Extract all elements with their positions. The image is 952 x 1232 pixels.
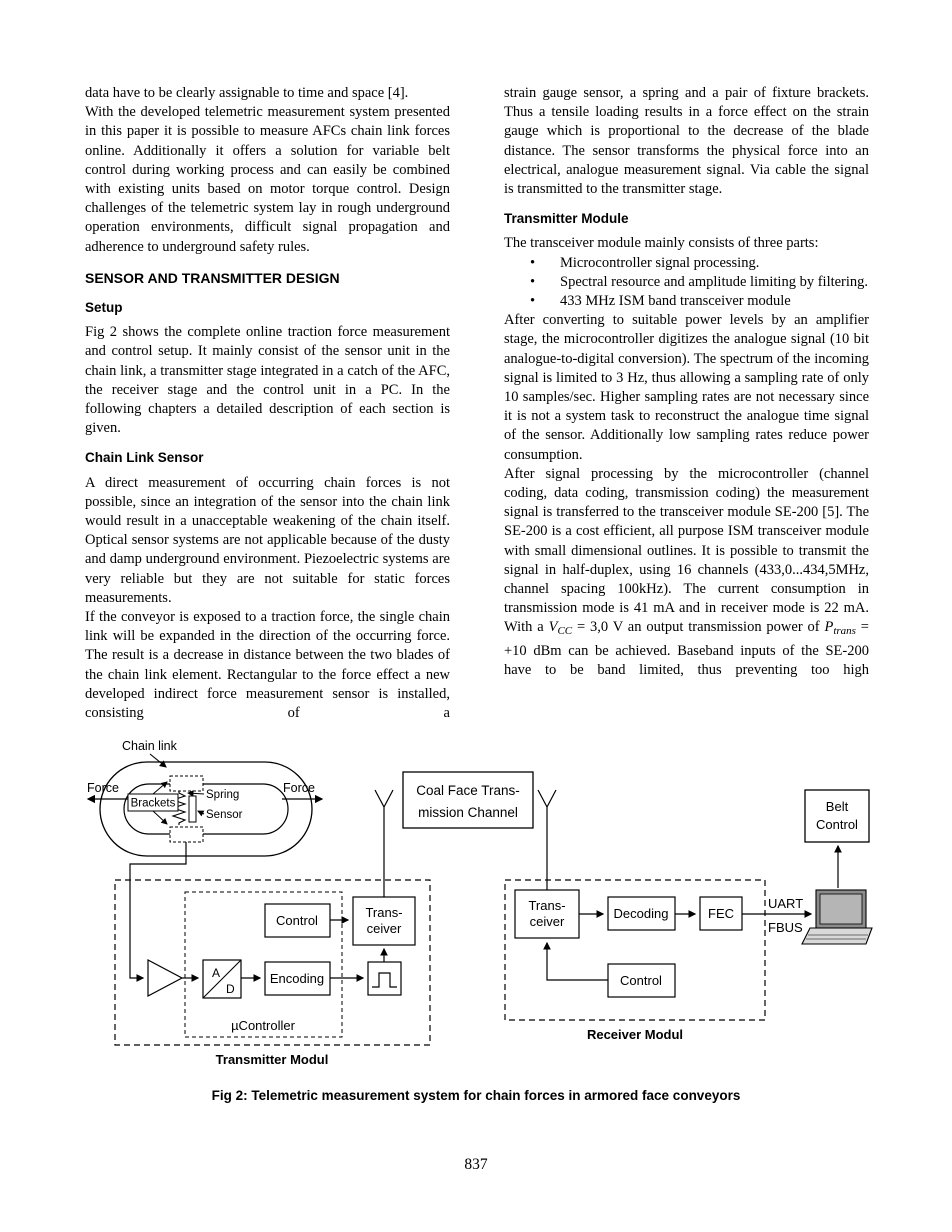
laptop-icon <box>802 890 872 944</box>
control-to-transceiver-rx-line <box>547 943 608 980</box>
paragraph-telemetric-system: With the developed telemetric measurement system presented in this paper it is possible to measure AFCs chain link forces online. Additionally it offers a solution for variable belt control during working process and can easily be combined with existing units based on motor torque control. Design challenges of the telemetric system lay in rough underground operation environments, difficult signal propagation and adherence to underground safety rules. <box>85 104 450 255</box>
page-number: 837 <box>464 1156 488 1173</box>
blade-top <box>170 776 203 791</box>
section-heading-sensor-transmitter-design: SENSOR AND TRANSMITTER DESIGN <box>85 269 340 286</box>
paragraph-chain-sensor-1: A direct measurement of occurring chain forces is not possible, since an integration of the sensor into the chain link would result in a unacceptable weakening of the chain itself. Optical sensor systems are not applicable because of the dusty and damp underground environment. Piezoelectric systems are very reliable but they are not suitable for static forces measurements. <box>85 474 450 606</box>
belt-control-box <box>805 790 869 842</box>
control-tx-label: Control <box>276 913 318 928</box>
transceiver-tx-label-line1: Trans- <box>365 905 403 920</box>
paragraph-setup: Fig 2 shows the complete online traction force measurement and control setup. It mainly consist of the sensor unit in the chain link, a transmitter stage integrated in a catch of the AFC, the receiver stage and the control unit in a PC. In the following chapters a detailed description of each section is given. <box>85 324 450 437</box>
sensor-element <box>189 796 196 822</box>
list-item: • Microcontroller signal processing. <box>504 254 869 273</box>
coal-face-label-line2: mission Channel <box>418 805 518 820</box>
transceiver-rx-label-line2: ceiver <box>529 914 565 929</box>
left-column <box>85 84 450 723</box>
uart-label: UART <box>768 896 804 911</box>
right-column <box>504 84 869 723</box>
fbus-label: FBUS <box>768 920 803 935</box>
ad-converter-d-label: D <box>226 982 235 996</box>
belt-control-label-line1: Belt <box>825 799 849 814</box>
subheading-chain-link-sensor: Chain Link Sensor <box>85 450 204 466</box>
paragraph-chain-sensor-2: If the conveyor is exposed to a traction force, the single chain link will be expanded in the direction of the occurring force. The result is a decrease in distance between the two blades of the chain link element. Rectangular to the force effect a new developed indirect force measurement sensor is installed, consisting of a <box>85 609 450 722</box>
control-rx-label: Control <box>620 973 662 988</box>
paragraph-se200: After signal processing by the microcontroller (channel coding, data coding, transmission coding) the measurement signal is transferred to the transceiver module SE-200 [5]. The SE-200 is a cost efficient, all purpose ISM transceiver module with small dimensional outlines. It is possible to transmit the signal in half-duplex, using 16 channels (433,0...434,5MHz, channel spacing 100kHz). The current consumption in transmission mode is 41 mA and in receiver mode is 22 mA. With a $V_{CC} = 3,0$ V an output transmission power of $P_{trans} = +10$ dBm can be achieved. Baseband inputs of the SE-200 have to be band limited, thus preventing too high <box>504 465 869 678</box>
fec-label: FEC <box>708 906 734 921</box>
coal-face-label-line1: Coal Face Trans- <box>416 783 520 798</box>
force-left-label: Force <box>87 781 119 795</box>
subheading-transmitter-module: Transmitter Module <box>504 211 629 227</box>
brackets-pointer-bottom <box>153 811 167 824</box>
paragraph-sampling: After converting to suitable power levels by an amplifier stage, the microcontroller digitizes the analogue signal (10 bit analogue-to-digital conversion). The spectrum of the incoming signal is limited to 3 Hz, thus allowing a sampling rate of only 10 samples/sec. Higher sampling rates are not necessary since it is not a system task to reconstruct the analogue time signal of the sensor. Additionally low sampling rates reduce power consumption. <box>504 312 869 463</box>
sensor-label: Sensor <box>206 809 243 821</box>
list-item: • Spectral resource and amplitude limiting by filtering. <box>504 273 869 292</box>
encoding-label: Encoding <box>269 971 325 986</box>
belt-control-label-line2: Control <box>816 817 858 832</box>
antenna-rx-icon <box>538 790 556 890</box>
paragraph-transceiver-intro: The transceiver module mainly consists of three parts: <box>504 235 819 252</box>
text-columns <box>85 84 869 723</box>
transceiver-rx-label-line1: Trans- <box>528 898 566 913</box>
receiver-module-label: Receiver Modul <box>586 1027 684 1042</box>
list-item: • 433 MHz ISM band transceiver module <box>504 292 869 311</box>
paragraph-strain-gauge: strain gauge sensor, a spring and a pair of fixture brackets. Thus a tensile loading results in a force effect on the strain gauge which is proportional to the decrease of the blade distance. The sensor transforms the physical force into an electrical, analogue measurement signal. Via cable the signal is transmitted to the transmitter stage. <box>504 85 869 198</box>
chain-link-pointer-line <box>150 754 166 767</box>
transmitter-module-label: Transmitter Modul <box>215 1052 329 1067</box>
figure-caption: Fig 2: Telemetric measurement system for chain forces in armored face conveyors <box>211 1088 741 1103</box>
blade-bottom <box>170 827 203 842</box>
microcontroller-label: µController <box>231 1018 295 1033</box>
transceiver-tx-label-line2: ceiver <box>366 921 402 936</box>
spring-pointer <box>188 793 204 794</box>
subheading-setup: Setup <box>85 300 123 316</box>
sensor-pointer <box>198 811 204 814</box>
brackets-label: Brackets <box>130 797 176 810</box>
ad-converter-a-label: A <box>212 966 221 980</box>
paragraph-continuation: data have to be clearly assignable to time and space [4]. <box>85 85 409 101</box>
spring-label: Spring <box>206 789 240 801</box>
figure-2-diagram <box>0 732 952 1092</box>
sensor-to-amplifier-line <box>130 842 186 978</box>
decoding-label: Decoding <box>613 906 669 921</box>
antenna-tx-icon <box>375 790 393 897</box>
chain-link-label: Chain link <box>122 739 177 753</box>
transceiver-parts-list <box>504 254 869 312</box>
pulse-shaper-box <box>368 962 401 995</box>
force-right-label: Force <box>283 781 315 795</box>
amplifier-icon <box>148 960 182 996</box>
